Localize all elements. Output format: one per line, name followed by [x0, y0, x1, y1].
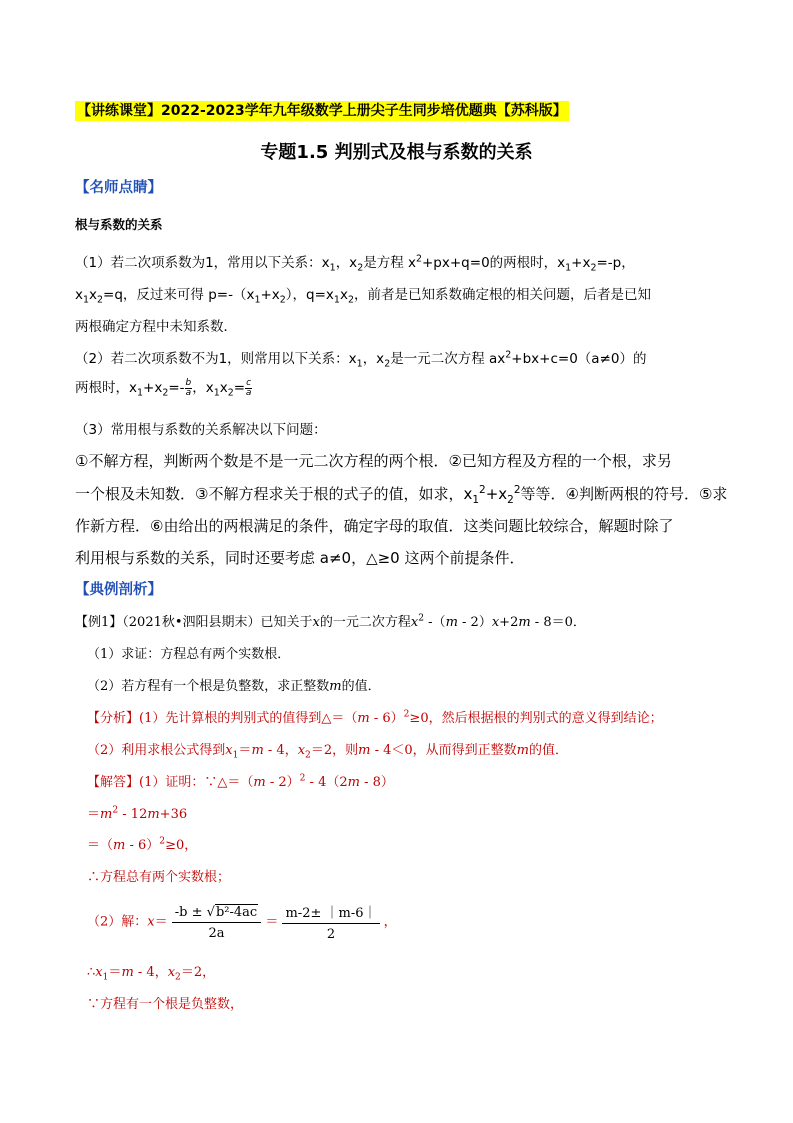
analysis-2: （2）利用求根公式得到$x_1=m - 4$，$x_2=2$，则m - 4＜0，从而得到正整数m的值． [87, 743, 568, 761]
solution-2: $=m^2 - 12m+36$ [87, 805, 188, 822]
paragraph-6: （3）常用根与系数的关系解决以下问题： [75, 422, 327, 438]
section-heading-examples: 【典例剖析】 [75, 582, 162, 598]
fraction-b-over-a: $\frac{b}{a}$ [185, 377, 192, 398]
quadratic-formula: $\frac{\text{-b ± √b²-4ac}}{2a}$ [172, 904, 261, 941]
page-title: 专题1.5 判别式及根与系数的关系 [260, 142, 533, 163]
question-2: （2）若方程有一个根是负整数，求正整数m的值． [87, 679, 381, 694]
solution-6: $\therefore x_1=m - 4$，$x_2=2$， [87, 965, 216, 983]
analysis-1: 【分析】(1）先计算根的判别式的值得到△＝（m - 6）$^2$≥0，然后根据根的判别式的意义得到结论； [87, 709, 663, 726]
paragraph-3: 两根确定方程中未知系数． [75, 319, 237, 335]
solution-3: ＝（m - 6）$^2$≥0， [87, 836, 198, 853]
paragraph-8: 一个根及未知数．③不解方程求关于根的式子的值，如求，$x_1^2+x_2^2$等等．④判断两根的符号．⑤求 [75, 484, 728, 506]
paragraph-9: 作新方程．⑥由给出的两根满足的条件，确定字母的取值．这类问题比较综合，解题时除了 [75, 517, 674, 535]
paragraph-2: $x_1x_2=q$，反过来可得 $p=-(x_1+x_2)$，$q=x_1x_2$，前者是已知系数确定根的相关问题，后者是已知 [75, 287, 651, 306]
example-1: 【例1】（2021秋•泗阳县期末）已知关于x的一元二次方程$x^2$ -（m - 2）x+2m - 8＝0． [75, 613, 586, 630]
fraction-c-over-a: $\frac{c}{a}$ [245, 377, 252, 398]
paragraph-10: 利用根与系数的关系，同时还要考虑 a≠0，△≥0 这两个前提条件． [75, 549, 525, 567]
solution-7: ∵方程有一个根是负整数， [87, 997, 244, 1012]
solution-4: ∴方程总有两个实数根； [87, 870, 231, 885]
root-fraction: $\frac{m-2\pm |m-6|}{2}$ [282, 902, 379, 942]
paragraph-7: ①不解方程，判断两个数是不是一元二次方程的两个根．②已知方程及方程的一个根，求另 [75, 452, 672, 470]
paragraph-1: （1）若二次项系数为1，常用以下关系：$x_1$，$x_2$是方程 $x^2+px+q=0$的两根时，$x_1+x_2=-p$， [75, 253, 635, 274]
solution-5: （2）解：x＝ $\frac{\text{-b ± √b²-4ac}}{2a}$ ＝ $\frac{m-2\pm |m-6|}{2}$ ， [87, 902, 397, 942]
solution-1: 【解答】(1）证明：∵△＝（m - 2）$^2$ - 4（2m - 8） [87, 773, 394, 790]
paragraph-5: 两根时，$x_1+x_2=-$ $\frac{b}{a}$ ，$x_1x_2=$ $\frac{c}{a}$ [75, 377, 252, 399]
subheading: 根与系数的关系 [75, 217, 163, 232]
paragraph-4: （2）若二次项系数不为1，则常用以下关系：$x_1$，$x_2$是一元二次方程 $ax^2+bx+c=0(a\ne 0)$的 [75, 349, 647, 370]
section-heading-tips: 【名师点睛】 [75, 180, 162, 196]
banner: 【讲练课堂】2022-2023学年九年级数学上册尖子生同步培优题典【苏科版】 [77, 103, 567, 119]
question-1: （1）求证：方程总有两个实数根． [87, 647, 291, 662]
